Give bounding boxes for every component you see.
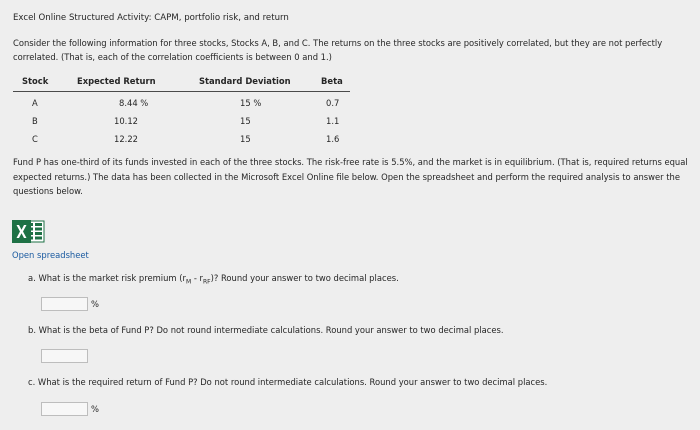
- question-a-subscript-rf: RF: [202, 278, 211, 286]
- cell-stock: C: [32, 134, 38, 144]
- question-a-subscript-m: M: [185, 278, 192, 286]
- cell-standard-deviation: 15 %: [240, 98, 262, 108]
- open-spreadsheet-link[interactable]: Open spreadsheet: [12, 250, 89, 260]
- intro-text: Consider the following information for three stocks, Stocks A, B, and C. The returns on the three stocks are positively correlated, but they are not perfectly correlated. (That is, each of the correlation coefficients is between 0 and 1.): [13, 38, 663, 62]
- question-a-text-end: )? Round your answer to two decimal places.: [210, 273, 399, 283]
- header-beta: Beta: [321, 76, 343, 86]
- cell-expected-return: 12.22: [114, 134, 138, 144]
- cell-expected-return: 10.12: [114, 116, 138, 126]
- header-stock: Stock: [22, 76, 49, 86]
- answer-c-input[interactable]: [41, 402, 88, 416]
- answer-b-input[interactable]: [41, 349, 88, 363]
- header-expected-return: Expected Return: [77, 76, 156, 86]
- cell-expected-return: 8.44 %: [119, 98, 149, 108]
- question-a: [28, 273, 399, 286]
- cell-stock: A: [32, 98, 38, 108]
- answer-a-input[interactable]: [41, 297, 88, 311]
- question-a-text-start: a. What is the market risk premium (r: [28, 273, 186, 283]
- header-standard-deviation: Standard Deviation: [199, 76, 291, 86]
- cell-standard-deviation: 15: [240, 116, 251, 126]
- cell-beta: 1.1: [326, 116, 340, 126]
- header-divider: [13, 91, 350, 92]
- answer-a-unit: %: [91, 299, 99, 309]
- question-c: c. What is the required return of Fund P? Do not round intermediate calculations. Round your answer to two decimal places.: [28, 377, 548, 387]
- question-a-text-mid: - r: [191, 273, 203, 283]
- answer-c-unit: %: [91, 404, 99, 414]
- fund-p-description: Fund P has one-third of its funds invested in each of the three stocks. The risk-free rate is 5.5%, and the market is in equilibrium. (That is, required returns equal expected returns.) The data has been collected in the Microsoft Excel Online file below. Open the spreadsheet and perform the required analysis to answer the questions below.: [13, 157, 688, 196]
- excel-icon[interactable]: [12, 220, 45, 243]
- question-b: b. What is the beta of Fund P? Do not round intermediate calculations. Round your answer to two decimal places.: [28, 325, 504, 335]
- cell-standard-deviation: 15: [240, 134, 251, 144]
- cell-beta: 0.7: [326, 98, 340, 108]
- cell-beta: 1.6: [326, 134, 340, 144]
- page-title: Excel Online Structured Activity: CAPM, portfolio risk, and return: [13, 13, 289, 23]
- cell-stock: B: [32, 116, 38, 126]
